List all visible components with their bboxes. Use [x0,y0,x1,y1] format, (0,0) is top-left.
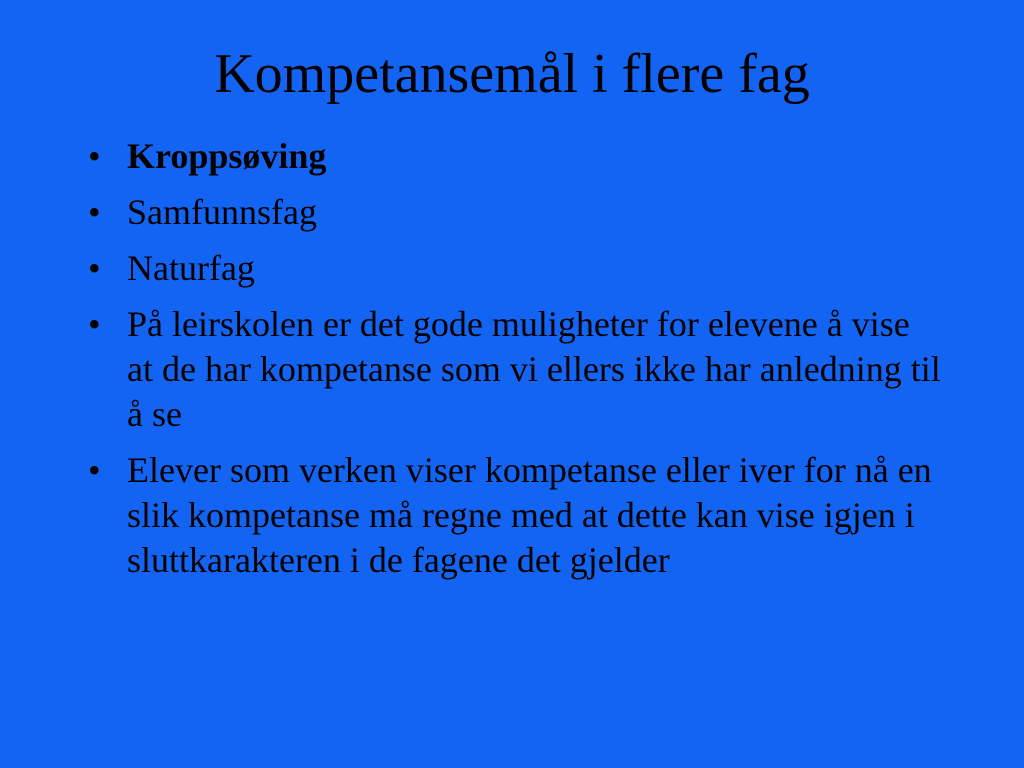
bullet-icon: • [88,304,101,344]
bullet-text: Samfunnsfag [127,192,317,232]
bullet-item-samfunnsfag [82,190,942,235]
bullet-icon: • [88,136,101,176]
bullet-item-leirskole [82,302,942,437]
bullet-text: Naturfag [127,248,255,288]
slide-title: Kompetansemål i flere fag [214,43,810,105]
bullet-item-naturfag [82,246,942,291]
bullet-text: På leirskolen er det gode muligheter for elevene å vise at de har kompetanse som vi ellers ikke har anledning til å se [127,304,941,434]
bullet-icon: • [88,192,101,232]
bullet-icon: • [88,450,101,490]
bullet-item-elever [82,448,942,583]
bullet-text: Kroppsøving [127,136,327,176]
bullet-icon: • [88,248,101,288]
bullet-text: Elever som verken viser kompetanse eller iver for nå en slik kompetanse må regne med at dette kan vise igjen i sluttkarakteren i de fagene det gjelder [127,450,932,580]
bullet-list [82,134,942,594]
bullet-item-kroppsoving [82,134,942,179]
